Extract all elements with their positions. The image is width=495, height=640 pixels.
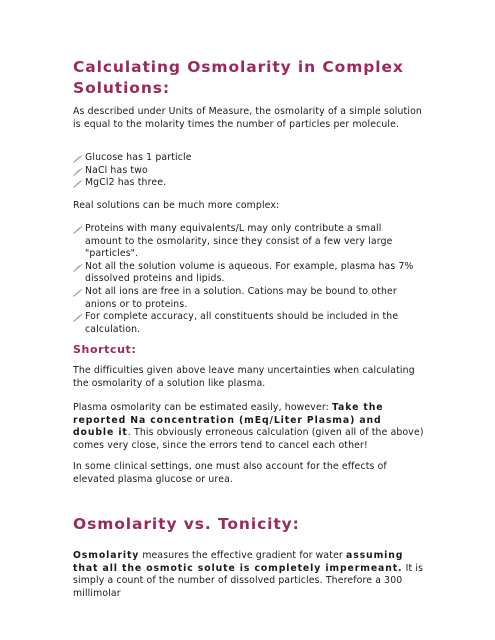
quill-bullet-icon (73, 154, 84, 163)
simple-particle-list (73, 152, 425, 190)
list-item: Not all ions are free in a solution. Cations may be bound to other anions or to proteins. (73, 286, 418, 311)
shortcut-heading: Shortcut: (73, 343, 137, 356)
complexity-list (73, 223, 418, 336)
quill-bullet-icon (73, 313, 84, 322)
quill-bullet-icon (73, 263, 84, 272)
list-item: Proteins with many equivalents/L may only contribute a small amount to the osmolarity, since they consist of a few very large "particles". (73, 223, 418, 261)
list-item: NaCl has two (73, 165, 425, 178)
list-item: MgCl2 has three. (73, 177, 425, 190)
intro-paragraph: As described under Units of Measure, the osmolarity of a simple solution is equal to the molarity times the number of particles per molecule. (73, 106, 422, 130)
shortcut-paragraph-2: Plasma osmolarity can be estimated easily, however: Take the reported Na concentration (mEq/Liter Plasma) and double it. This obviously erroneous calculation (given all of the above) comes very close, since the errors tend to cancel each other! (73, 402, 424, 451)
quill-bullet-icon (73, 225, 84, 234)
shortcut-paragraph-3: In some clinical settings, one must also account for the effects of elevated plasma glucose or urea. (73, 461, 387, 485)
shortcut-rule-bold: Take the reported Na concentration (mEq/Liter Plasma) and double it (73, 402, 384, 439)
section-title-osmolarity-vs-tonicity: Osmolarity vs. Tonicity: (73, 515, 300, 533)
quill-bullet-icon (73, 288, 84, 297)
list-item: Not all the solution volume is aqueous. For example, plasma has 7% dissolved proteins and lipids. (73, 261, 418, 286)
quill-bullet-icon (73, 179, 84, 188)
term-osmolarity: Osmolarity (73, 550, 140, 561)
shortcut-paragraph-1: The difficulties given above leave many uncertainties when calculating the osmolarity of a solution like plasma. (73, 365, 415, 389)
list-item: Glucose has 1 particle (73, 152, 425, 165)
list-item: For complete accuracy, all constituents should be included in the calculation. (73, 311, 418, 336)
osmolarity-definition-paragraph: Osmolarity measures the effective gradient for water assuming that all the osmotic solute is completely impermeant. It is simply a count of the number of dissolved particles. Therefore a 300 millimolar (73, 550, 424, 599)
quill-bullet-icon (73, 167, 84, 176)
section-title-calculating-osmolarity: Calculating Osmolarity in Complex Solutions: (73, 58, 404, 97)
complex-intro-paragraph: Real solutions can be much more complex: (73, 200, 280, 211)
